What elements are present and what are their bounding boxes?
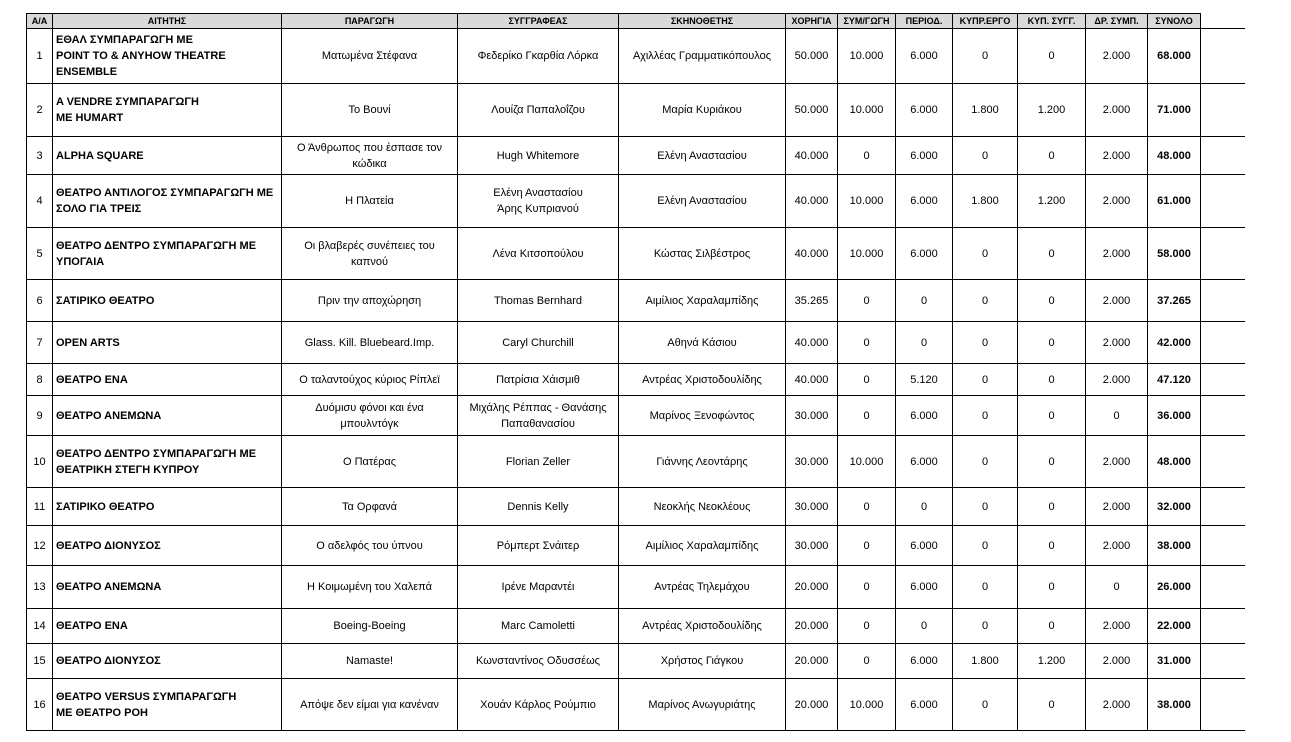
empty-cell [1201, 84, 1245, 137]
director-cell: Αντρέας Τηλεμάχου [619, 566, 786, 609]
tour-cell: 6.000 [896, 644, 953, 679]
applicant-cell: ΘΕΑΤΡΟ ΔΕΝΤΡΟ ΣΥΜΠΑΡΑΓΩΓΗ ΜΕ ΘΕΑΤΡΙΚΗ ΣΤΕΓΗ ΚΥΠΡΟΥ [53, 436, 282, 488]
total-cell: 48.000 [1148, 436, 1201, 488]
grant-cell: 20.000 [786, 609, 838, 644]
row-number: 5 [27, 228, 53, 280]
header-director: ΣΚΗΝΟΘΕΤΗΣ [619, 14, 786, 29]
coproduction-cell: 0 [838, 609, 896, 644]
tour-cell: 0 [896, 609, 953, 644]
director-cell: Ελένη Αναστασίου [619, 137, 786, 175]
grant-cell: 20.000 [786, 679, 838, 731]
coproduction-cell: 10.000 [838, 228, 896, 280]
coproduction-cell: 0 [838, 280, 896, 322]
cypriot-work-cell: 0 [953, 280, 1018, 322]
director-cell: Μαρίνος Ξενοφώντος [619, 396, 786, 436]
coproduction-cell: 10.000 [838, 29, 896, 84]
row-number: 11 [27, 488, 53, 526]
dr-cell: 2.000 [1086, 644, 1148, 679]
table-row [27, 644, 1245, 679]
header-author: ΣΥΓΓΡΑΦΕΑΣ [458, 14, 619, 29]
coproduction-cell: 0 [838, 364, 896, 396]
table-row [27, 609, 1245, 644]
empty-cell [1201, 526, 1245, 566]
empty-cell [1201, 322, 1245, 364]
cypriot-author-cell: 0 [1018, 29, 1086, 84]
director-cell: Γιάννης Λεοντάρης [619, 436, 786, 488]
production-cell: Πριν την αποχώρηση [282, 280, 458, 322]
dr-cell: 2.000 [1086, 526, 1148, 566]
row-number: 3 [27, 137, 53, 175]
cypriot-work-cell: 1.800 [953, 644, 1018, 679]
cypriot-work-cell: 0 [953, 29, 1018, 84]
table-row [27, 84, 1245, 137]
tour-cell: 6.000 [896, 228, 953, 280]
cypriot-author-cell: 0 [1018, 566, 1086, 609]
total-cell: 71.000 [1148, 84, 1201, 137]
grant-cell: 30.000 [786, 526, 838, 566]
dr-cell: 0 [1086, 566, 1148, 609]
grant-cell: 40.000 [786, 137, 838, 175]
cypriot-work-cell: 0 [953, 364, 1018, 396]
header-total: ΣΥΝΟΛΟ [1148, 14, 1201, 29]
production-cell: Ο Πατέρας [282, 436, 458, 488]
total-cell: 47.120 [1148, 364, 1201, 396]
applicant-cell: OPEN ARTS [53, 322, 282, 364]
table-row [27, 526, 1245, 566]
empty-cell [1201, 679, 1245, 731]
empty-cell [1201, 280, 1245, 322]
total-cell: 36.000 [1148, 396, 1201, 436]
applicant-cell: ΣΑΤΙΡΙΚΟ ΘΕΑΤΡΟ [53, 280, 282, 322]
grant-cell: 30.000 [786, 396, 838, 436]
cypriot-work-cell: 0 [953, 228, 1018, 280]
dr-cell: 2.000 [1086, 609, 1148, 644]
director-cell: Αιμίλιος Χαραλαμπίδης [619, 526, 786, 566]
total-cell: 68.000 [1148, 29, 1201, 84]
director-cell: Ελένη Αναστασίου [619, 175, 786, 228]
production-cell: Ο ταλαντούχος κύριος Ρίπλεϊ [282, 364, 458, 396]
author-cell: Λουίζα Παπαλοΐζου [458, 84, 619, 137]
grant-cell: 20.000 [786, 644, 838, 679]
empty-cell [1201, 436, 1245, 488]
dr-cell: 2.000 [1086, 175, 1148, 228]
applicant-cell: ΘΕΑΤΡΟ ΑΝΕΜΩΝΑ [53, 396, 282, 436]
cypriot-work-cell: 0 [953, 436, 1018, 488]
table-row [27, 396, 1245, 436]
grant-cell: 30.000 [786, 436, 838, 488]
header-applicant: ΑΙΤΗΤΗΣ [53, 14, 282, 29]
applicant-cell: ΘΕΑΤΡΟ ΑΝΤΙΛΟΓΟΣ ΣΥΜΠΑΡΑΓΩΓΗ ΜΕ ΣΟΛΟ ΓΙΑ ΤΡΕΙΣ [53, 175, 282, 228]
dr-cell: 2.000 [1086, 280, 1148, 322]
row-number: 2 [27, 84, 53, 137]
table-row [27, 488, 1245, 526]
header-grant: ΧΟΡΗΓΙΑ [786, 14, 838, 29]
cypriot-author-cell: 0 [1018, 396, 1086, 436]
dr-cell: 2.000 [1086, 436, 1148, 488]
cypriot-author-cell: 0 [1018, 322, 1086, 364]
production-cell: Απόψε δεν είμαι για κανέναν [282, 679, 458, 731]
dr-cell: 0 [1086, 396, 1148, 436]
empty-cell [1201, 609, 1245, 644]
tour-cell: 6.000 [896, 29, 953, 84]
total-cell: 61.000 [1148, 175, 1201, 228]
cypriot-work-cell: 0 [953, 566, 1018, 609]
dr-cell: 2.000 [1086, 84, 1148, 137]
applicant-cell: ΘΕΑΤΡΟ ΕΝΑ [53, 609, 282, 644]
tour-cell: 6.000 [896, 566, 953, 609]
cypriot-author-cell: 0 [1018, 436, 1086, 488]
applicant-cell: A VENDRE ΣΥΜΠΑΡΑΓΩΓΗ ΜΕ HUMART [53, 84, 282, 137]
tour-cell: 6.000 [896, 679, 953, 731]
cypriot-work-cell: 1.800 [953, 175, 1018, 228]
row-number: 10 [27, 436, 53, 488]
director-cell: Αντρέας Χριστοδουλίδης [619, 609, 786, 644]
director-cell: Νεοκλής Νεοκλέους [619, 488, 786, 526]
cypriot-author-cell: 0 [1018, 280, 1086, 322]
author-cell: Κωνσταντίνος Οδυσσέως [458, 644, 619, 679]
row-number: 9 [27, 396, 53, 436]
cypriot-work-cell: 0 [953, 488, 1018, 526]
total-cell: 22.000 [1148, 609, 1201, 644]
production-cell: Η Κοιμωμένη του Χαλεπά [282, 566, 458, 609]
total-cell: 42.000 [1148, 322, 1201, 364]
header-cypriot-author: ΚΥΠ. ΣΥΓΓ. [1018, 14, 1086, 29]
dr-cell: 2.000 [1086, 137, 1148, 175]
header-no: Α/Α [27, 14, 53, 29]
cypriot-work-cell: 0 [953, 396, 1018, 436]
table-row [27, 175, 1245, 228]
director-cell: Μαρία Κυριάκου [619, 84, 786, 137]
table-row [27, 322, 1245, 364]
row-number: 16 [27, 679, 53, 731]
grant-cell: 40.000 [786, 228, 838, 280]
grant-cell: 40.000 [786, 322, 838, 364]
author-cell: Λένα Κιτσοπούλου [458, 228, 619, 280]
total-cell: 58.000 [1148, 228, 1201, 280]
tour-cell: 6.000 [896, 436, 953, 488]
cypriot-author-cell: 0 [1018, 228, 1086, 280]
header-row [27, 14, 1245, 29]
author-cell: Ιρένε Μαραντέι [458, 566, 619, 609]
coproduction-cell: 10.000 [838, 436, 896, 488]
empty-cell [1201, 175, 1245, 228]
author-cell: Florian Zeller [458, 436, 619, 488]
director-cell: Αντρέας Χριστοδουλίδης [619, 364, 786, 396]
coproduction-cell: 0 [838, 322, 896, 364]
total-cell: 48.000 [1148, 137, 1201, 175]
dr-cell: 2.000 [1086, 228, 1148, 280]
director-cell: Χρήστος Γιάγκου [619, 644, 786, 679]
cypriot-work-cell: 0 [953, 526, 1018, 566]
applicant-cell: ΘΕΑΤΡΟ ΔΙΟΝΥΣΟΣ [53, 526, 282, 566]
table-row [27, 280, 1245, 322]
grant-cell: 40.000 [786, 364, 838, 396]
row-number: 14 [27, 609, 53, 644]
author-cell: Caryl Churchill [458, 322, 619, 364]
header-dr: ΔΡ. ΣΥΜΠ. [1086, 14, 1148, 29]
applicant-cell: ΘΕΑΤΡΟ VERSUS ΣΥΜΠΑΡΑΓΩΓΗ ΜΕ ΘΕΑΤΡΟ ΡΟΗ [53, 679, 282, 731]
production-cell: Οι βλαβερές συνέπειες του καπνού [282, 228, 458, 280]
director-cell: Αιμίλιος Χαραλαμπίδης [619, 280, 786, 322]
row-number: 13 [27, 566, 53, 609]
dr-cell: 2.000 [1086, 29, 1148, 84]
production-cell: Τα Ορφανά [282, 488, 458, 526]
production-cell: Namaste! [282, 644, 458, 679]
total-cell: 37.265 [1148, 280, 1201, 322]
production-cell: Ματωμένα Στέφανα [282, 29, 458, 84]
cypriot-author-cell: 0 [1018, 609, 1086, 644]
author-cell: Dennis Kelly [458, 488, 619, 526]
cypriot-author-cell: 1.200 [1018, 644, 1086, 679]
author-cell: Ελένη Αναστασίου Άρης Κυπριανού [458, 175, 619, 228]
total-cell: 31.000 [1148, 644, 1201, 679]
row-number: 6 [27, 280, 53, 322]
row-number: 12 [27, 526, 53, 566]
total-cell: 38.000 [1148, 526, 1201, 566]
author-cell: Πατρίσια Χάισμιθ [458, 364, 619, 396]
director-cell: Μαρίνος Ανωγυριάτης [619, 679, 786, 731]
cypriot-work-cell: 1.800 [953, 84, 1018, 137]
header-empty [1201, 14, 1245, 29]
empty-cell [1201, 396, 1245, 436]
coproduction-cell: 10.000 [838, 679, 896, 731]
tour-cell: 0 [896, 280, 953, 322]
applicant-cell: ΘΕΑΤΡΟ ΑΝΕΜΩΝΑ [53, 566, 282, 609]
applicant-cell: ΣΑΤΙΡΙΚΟ ΘΕΑΤΡΟ [53, 488, 282, 526]
author-cell: Thomas Bernhard [458, 280, 619, 322]
cypriot-work-cell: 0 [953, 609, 1018, 644]
total-cell: 26.000 [1148, 566, 1201, 609]
production-cell: Glass. Kill. Bluebeard.Imp. [282, 322, 458, 364]
spreadsheet [26, 13, 1245, 731]
author-cell: Μιχάλης Ρέππας - Θανάσης Παπαθανασίου [458, 396, 619, 436]
production-cell: Ο αδελφός του ύπνου [282, 526, 458, 566]
table-row [27, 228, 1245, 280]
director-cell: Κώστας Σιλβέστρος [619, 228, 786, 280]
header-cypriot-work: ΚΥΠΡ.ΕΡΓΟ [953, 14, 1018, 29]
applicant-cell: ΘΕΑΤΡΟ ΔΙΟΝΥΣΟΣ [53, 644, 282, 679]
author-cell: Ρόμπερτ Σνάιτερ [458, 526, 619, 566]
cypriot-author-cell: 0 [1018, 137, 1086, 175]
tour-cell: 6.000 [896, 175, 953, 228]
production-cell: Το Βουνί [282, 84, 458, 137]
tour-cell: 5.120 [896, 364, 953, 396]
table-row [27, 679, 1245, 731]
total-cell: 32.000 [1148, 488, 1201, 526]
cypriot-work-cell: 0 [953, 137, 1018, 175]
production-cell: Δυόμισυ φόνοι και ένα μπουλντόγκ [282, 396, 458, 436]
tour-cell: 6.000 [896, 526, 953, 566]
table-row [27, 566, 1245, 609]
row-number: 15 [27, 644, 53, 679]
coproduction-cell: 0 [838, 488, 896, 526]
cypriot-work-cell: 0 [953, 679, 1018, 731]
total-cell: 38.000 [1148, 679, 1201, 731]
author-cell: Marc Camoletti [458, 609, 619, 644]
table-row [27, 364, 1245, 396]
empty-cell [1201, 29, 1245, 84]
grant-cell: 50.000 [786, 29, 838, 84]
author-cell: Φεδερίκο Γκαρθία Λόρκα [458, 29, 619, 84]
empty-cell [1201, 566, 1245, 609]
row-number: 7 [27, 322, 53, 364]
applicant-cell: ΘΕΑΤΡΟ ΕΝΑ [53, 364, 282, 396]
header-production: ΠΑΡΑΓΩΓΗ [282, 14, 458, 29]
empty-cell [1201, 228, 1245, 280]
empty-cell [1201, 644, 1245, 679]
row-number: 1 [27, 29, 53, 84]
grant-cell: 35.265 [786, 280, 838, 322]
row-number: 8 [27, 364, 53, 396]
applicant-cell: ΘΕΑΤΡΟ ΔΕΝΤΡΟ ΣΥΜΠΑΡΑΓΩΓΗ ΜΕ ΥΠΟΓΑΙΑ [53, 228, 282, 280]
production-cell: Ο Άνθρωπος που έσπασε τον κώδικα [282, 137, 458, 175]
empty-cell [1201, 488, 1245, 526]
grant-cell: 20.000 [786, 566, 838, 609]
tour-cell: 6.000 [896, 137, 953, 175]
tour-cell: 0 [896, 488, 953, 526]
author-cell: Χουάν Κάρλος Ρούμπιο [458, 679, 619, 731]
coproduction-cell: 0 [838, 566, 896, 609]
table-body [27, 29, 1245, 731]
table-header [27, 14, 1245, 29]
table-row [27, 137, 1245, 175]
coproduction-cell: 10.000 [838, 175, 896, 228]
tour-cell: 6.000 [896, 396, 953, 436]
header-coproduction: ΣΥΜ/ΓΩΓΗ [838, 14, 896, 29]
table-row [27, 436, 1245, 488]
dr-cell: 2.000 [1086, 679, 1148, 731]
cypriot-author-cell: 0 [1018, 679, 1086, 731]
production-cell: Η Πλατεία [282, 175, 458, 228]
coproduction-cell: 0 [838, 644, 896, 679]
applicant-cell: ALPHA SQUARE [53, 137, 282, 175]
table-row [27, 29, 1245, 84]
grant-cell: 50.000 [786, 84, 838, 137]
cypriot-author-cell: 0 [1018, 364, 1086, 396]
grant-cell: 30.000 [786, 488, 838, 526]
coproduction-cell: 0 [838, 526, 896, 566]
grant-cell: 40.000 [786, 175, 838, 228]
coproduction-cell: 0 [838, 396, 896, 436]
cypriot-author-cell: 1.200 [1018, 84, 1086, 137]
header-tour: ΠΕΡΙΟΔ. [896, 14, 953, 29]
dr-cell: 2.000 [1086, 364, 1148, 396]
empty-cell [1201, 137, 1245, 175]
cypriot-author-cell: 0 [1018, 526, 1086, 566]
empty-cell [1201, 364, 1245, 396]
tour-cell: 0 [896, 322, 953, 364]
cypriot-work-cell: 0 [953, 322, 1018, 364]
grants-table [26, 13, 1245, 731]
coproduction-cell: 0 [838, 137, 896, 175]
row-number: 4 [27, 175, 53, 228]
production-cell: Boeing-Boeing [282, 609, 458, 644]
applicant-cell: ΕΘΑΛ ΣΥΜΠΑΡΑΓΩΓΗ ΜΕ POINT TO & ANYHOW THEATRE ENSEMBLE [53, 29, 282, 84]
dr-cell: 2.000 [1086, 322, 1148, 364]
dr-cell: 2.000 [1086, 488, 1148, 526]
director-cell: Αχιλλέας Γραμματικόπουλος [619, 29, 786, 84]
director-cell: Αθηνά Κάσιου [619, 322, 786, 364]
author-cell: Hugh Whitemore [458, 137, 619, 175]
cypriot-author-cell: 0 [1018, 488, 1086, 526]
cypriot-author-cell: 1.200 [1018, 175, 1086, 228]
coproduction-cell: 10.000 [838, 84, 896, 137]
tour-cell: 6.000 [896, 84, 953, 137]
